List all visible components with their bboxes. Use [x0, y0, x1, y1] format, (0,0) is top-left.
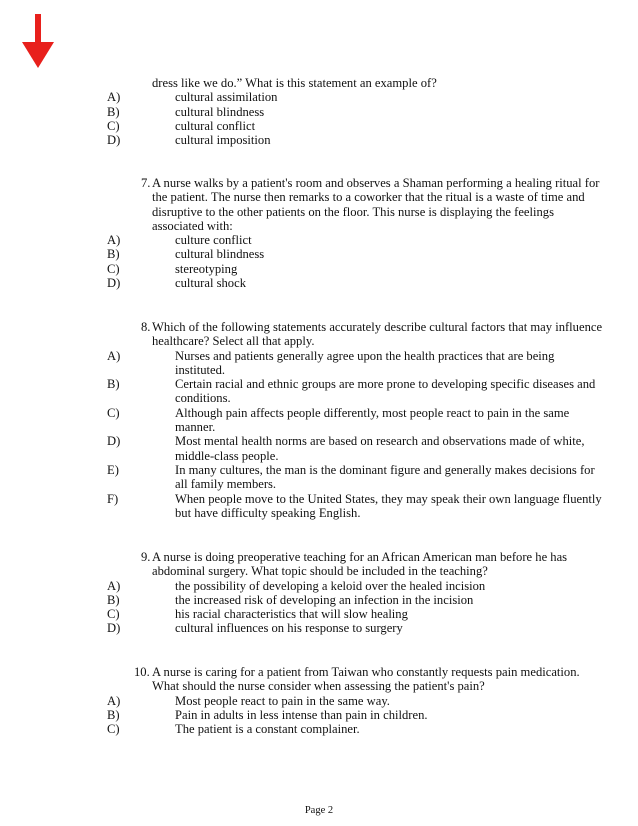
page-number: Page 2 [304, 805, 334, 816]
question-number: 9. [141, 550, 151, 564]
answer-option: B) cultural blindness [107, 247, 265, 262]
question-7 [0, 176, 638, 290]
answer-option: D) cultural shock [107, 276, 246, 291]
answer-option: C) stereotyping [107, 261, 238, 276]
answer-option: A) cultural assimilation [107, 90, 278, 105]
answer-option: D) cultural influences on his response to surgery [107, 621, 403, 636]
answer-option: B) Certain racial and ethnic groups are more prone to developing specific diseases and conditions. [107, 377, 596, 406]
question-number: 8. [141, 320, 151, 334]
answer-option: E) In many cultures, the man is the dominant figure and generally makes decisions for all family members. [107, 462, 595, 492]
question-stem: 9. A nurse is doing preoperative teaching for an African American man before he has abdominal surgery. What topic should be included in the teaching? [141, 550, 568, 579]
question-8 [0, 320, 638, 520]
question-10 [0, 665, 638, 736]
question-number: 7. [141, 176, 151, 190]
answer-option: A) culture conflict [107, 233, 252, 248]
question-9 [0, 550, 638, 636]
answer-option: B) cultural blindness [107, 104, 265, 119]
answer-option: B) the increased risk of developing an infection in the incision [107, 592, 474, 607]
question-number: 10. [134, 665, 150, 679]
question-stem: dress like we do.” What is this statement an example of? [152, 76, 437, 90]
answer-option: A) Nurses and patients generally agree upon the health practices that are being instituted. [107, 348, 555, 377]
question-stem: 10. A nurse is caring for a patient from Taiwan who constantly requests pain medication. What should the nurse consider when assessing the patient's pain? [134, 665, 580, 694]
answer-option: A) the possibility of developing a keloid over the healed incision [107, 578, 486, 593]
answer-option: D) cultural imposition [107, 133, 271, 148]
question-6 [0, 76, 638, 147]
answer-option: C) cultural conflict [107, 118, 256, 133]
question-stem: 8. Which of the following statements accurately describe cultural factors that may influence healthcare? Select all that apply. [141, 320, 603, 349]
answer-option: B) Pain in adults in less intense than pain in children. [107, 707, 428, 722]
question-stem: 7. A nurse walks by a patient's room and observes a Shaman performing a healing ritual for the patient. The nurse then remarks to a coworker that the ritual is a waste of time and disruptive to the other patients on the floor. This nurse is displaying the feelings associated with: [141, 176, 600, 233]
answer-option: A) Most people react to pain in the same way. [107, 693, 390, 708]
answer-option: C) his racial characteristics that will slow healing [107, 607, 408, 622]
answer-option: D) Most mental health norms are based on research and observations made of white, middle-class people. [107, 434, 585, 463]
answer-option: C) The patient is a constant complainer. [107, 722, 360, 737]
answer-option: C) Although pain affects people differently, most people react to pain in the same manner. [107, 405, 570, 435]
answer-option: F) When people move to the United States, they may speak their own language fluently but have difficulty speaking English. [107, 491, 602, 520]
